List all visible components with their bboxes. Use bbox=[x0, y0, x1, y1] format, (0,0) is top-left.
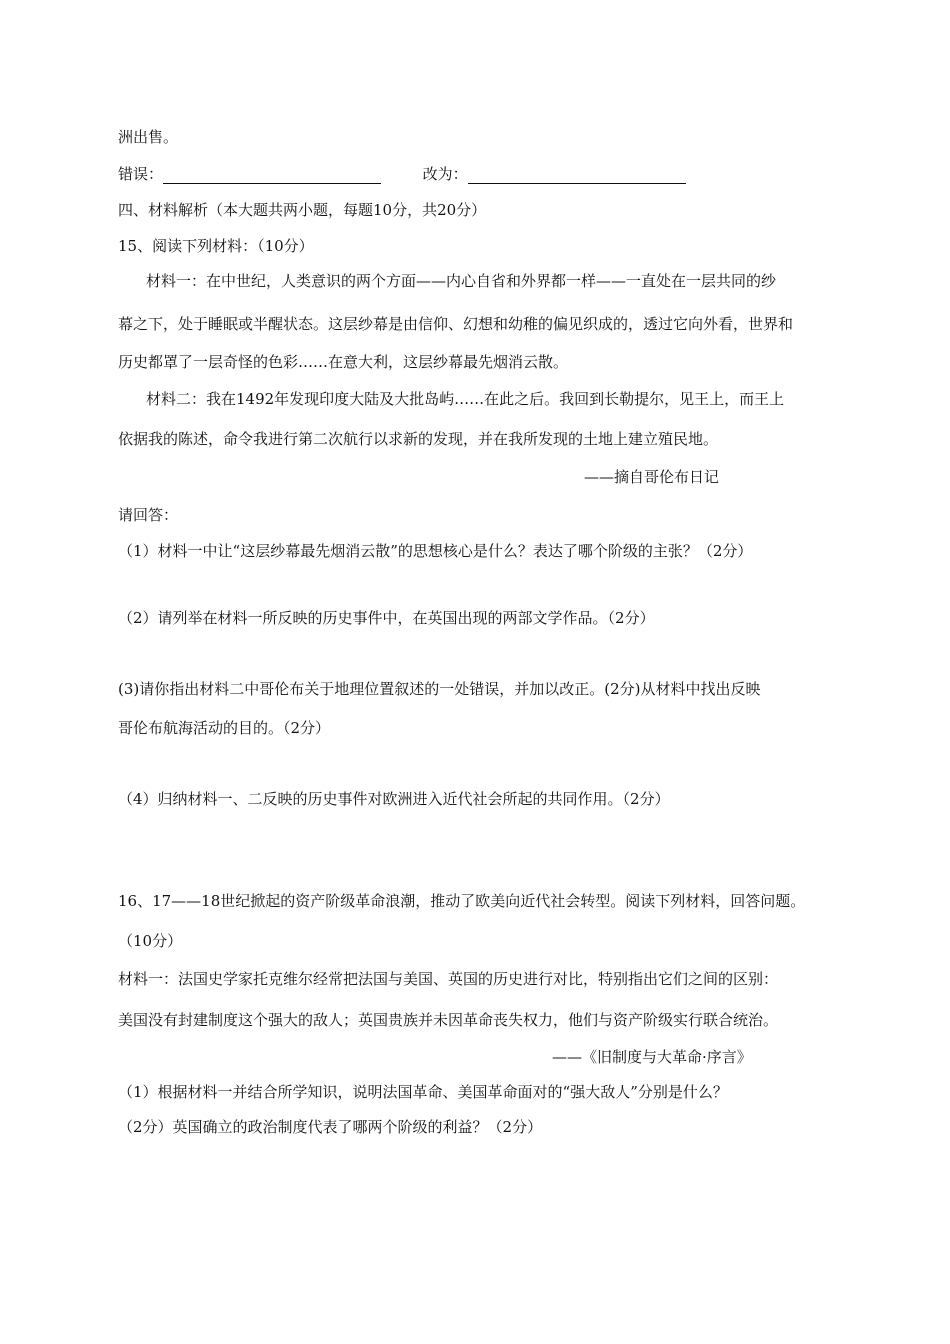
question-15-2: （2）请列举在材料一所反映的历史事件中，在英国出现的两部文学作品。（2分） bbox=[118, 609, 655, 627]
material-1-line: 历史都罩了一层奇怪的色彩……在意大利，这层纱幕最先烟消云散。 bbox=[118, 353, 569, 371]
answer-prompt: 请回答： bbox=[118, 506, 179, 524]
material-3-line: 材料一：法国史学家托克维尔经常把法国与美国、英国的历史进行对比，特别指出它们之间的区别： bbox=[118, 970, 779, 988]
section-heading: 四、材料解析（本大题共两小题，每题10分，共20分） bbox=[118, 201, 487, 219]
material-3-line: 美国没有封建制度这个强大的敌人；英国贵族并未因革命丧失权力，他们与资产阶级实行联合统治。 bbox=[118, 1011, 779, 1029]
question-16-score: （10分） bbox=[118, 932, 183, 950]
error-correction-row bbox=[118, 164, 686, 184]
question-15-3: (3)请你指出材料二中哥伦布关于地理位置叙述的一处错误，并加以改正。(2分)从材料中找出反映 bbox=[118, 680, 761, 698]
text-line: 洲出售。 bbox=[118, 128, 179, 146]
question-15-3-cont: 哥伦布航海活动的目的。（2分） bbox=[118, 719, 331, 737]
question-16-title: 16、17——18世纪掀起的资产阶级革命浪潮，推动了欧美向近代社会转型。阅读下列材料，回答问题。 bbox=[118, 892, 806, 910]
question-15-4: （4）归纳材料一、二反映的历史事件对欧洲进入近代社会所起的共同作用。（2分） bbox=[118, 790, 670, 808]
error-label: 错误： bbox=[118, 165, 164, 183]
fix-label: 改为： bbox=[422, 165, 468, 183]
material-2-source: ——摘自哥伦布日记 bbox=[584, 468, 720, 486]
question-15-1: （1）材料一中让“这层纱幕最先烟消云散”的思想核心是什么？表达了哪个阶级的主张？（2分） bbox=[118, 542, 753, 560]
material-2-line: 材料二：我在1492年发现印度大陆及大批岛屿……在此之后。我回到长勒提尔，见王上，而王上 bbox=[146, 390, 785, 408]
question-15-title: 15、阅读下列材料：（10分） bbox=[118, 237, 314, 255]
material-3-source: ——《旧制度与大革命·序言》 bbox=[552, 1048, 752, 1066]
material-1-line: 材料一：在中世纪，人类意识的两个方面——内心自省和外界都一样——一直处在一层共同的纱 bbox=[146, 272, 777, 290]
material-2-line: 依据我的陈述，命令我进行第二次航行以求新的发现，并在我所发现的土地上建立殖民地。 bbox=[118, 430, 719, 448]
question-16-1: （1）根据材料一并结合所学知识，说明法国革命、美国革命面对的“强大敌人”分别是什么？ bbox=[118, 1083, 728, 1101]
material-1-line: 幕之下，处于睡眠或半醒状态。这层纱幕是由信仰、幻想和幼稚的偏见织成的，透过它向外看，世界和 bbox=[118, 315, 794, 333]
question-16-1-cont: （2分）英国确立的政治制度代表了哪两个阶级的利益？（2分） bbox=[118, 1118, 543, 1136]
fix-answer-blank[interactable] bbox=[468, 167, 686, 184]
error-answer-blank[interactable] bbox=[163, 167, 381, 184]
